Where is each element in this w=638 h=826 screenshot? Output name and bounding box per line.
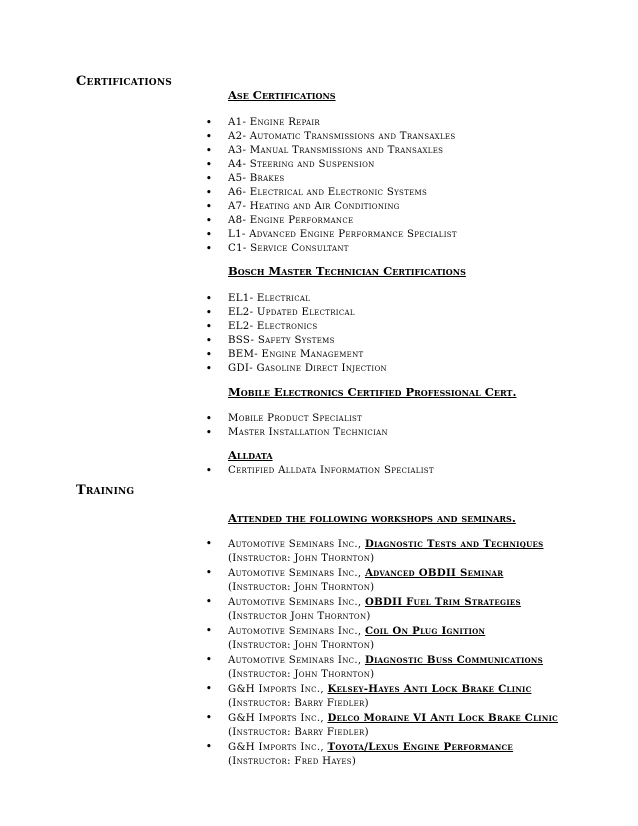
bosch-heading: Bosch Master Technician Certifications: [228, 264, 466, 278]
bullet-icon: •: [205, 653, 213, 666]
list-item: [204, 172, 604, 186]
instructor: (Instructor: John Thornton): [228, 553, 375, 564]
list-item: [204, 595, 604, 624]
instructor: (Instructor: John Thornton): [228, 640, 375, 651]
alldata-list: [204, 464, 604, 478]
list-item: [204, 412, 604, 426]
item-text: A1- Engine Repair: [228, 117, 320, 128]
training-block: [204, 511, 604, 769]
item-text: GDI- Gasoline Direct Injection: [228, 363, 387, 374]
org: Automotive Seminars Inc.,: [228, 568, 362, 579]
bullet-icon: •: [205, 740, 213, 753]
bosch-list: [204, 292, 604, 376]
ase-heading: Ase Certifications: [228, 88, 336, 102]
bullet-icon: •: [205, 711, 213, 724]
item-text: BSS- Safety Systems: [228, 335, 335, 346]
course-title: Advanced OBDII Seminar: [364, 567, 504, 579]
course-title: Toyota/Lexus Engine Performance: [327, 741, 514, 753]
item-text: A7- Heating and Air Conditioning: [228, 201, 400, 212]
list-item: [204, 740, 604, 769]
list-item: [204, 186, 604, 200]
item-text: EL2- Updated Electrical: [228, 307, 355, 318]
list-item: [204, 537, 604, 566]
bullet-icon: •: [205, 130, 213, 143]
bullet-icon: •: [205, 116, 213, 129]
instructor: (Instructor: Barry Fiedler): [228, 727, 369, 738]
bullet-icon: •: [205, 292, 213, 305]
bullet-icon: •: [205, 242, 213, 255]
list-item: [204, 711, 604, 740]
item-text: Master Installation Technician: [228, 427, 388, 438]
bullet-icon: •: [205, 214, 213, 227]
bullet-icon: •: [205, 200, 213, 213]
item-text: BEM- Engine Management: [228, 349, 364, 360]
item-text: A6- Electrical and Electronic Systems: [228, 187, 428, 198]
item-text: C1- Service Consultant: [228, 243, 349, 254]
bullet-icon: •: [205, 348, 213, 361]
bullet-icon: •: [205, 228, 213, 241]
mobile-block: [204, 385, 604, 440]
item-text: A2- Automatic Transmissions and Transaxles: [228, 131, 456, 142]
bullet-icon: •: [205, 158, 213, 171]
item-text: Certified Alldata Information Specialist: [228, 465, 434, 476]
ase-block: [204, 88, 604, 256]
list-item: [204, 334, 604, 348]
list-item: [204, 158, 604, 172]
list-item: [204, 130, 604, 144]
org: Automotive Seminars Inc.,: [228, 597, 362, 608]
section-title-training: Training: [76, 483, 135, 498]
bullet-icon: •: [205, 426, 213, 439]
item-text: EL1- Electrical: [228, 293, 311, 304]
course-title: Diagnostic Buss Communications: [364, 654, 543, 666]
item-text: EL2- Electronics: [228, 321, 318, 332]
org: G&H Imports Inc.,: [228, 742, 324, 753]
org: Automotive Seminars Inc.,: [228, 539, 362, 550]
training-heading: Attended the following workshops and seminars.: [228, 511, 516, 525]
list-item: [204, 144, 604, 158]
list-item: [204, 426, 604, 440]
list-item: [204, 116, 604, 130]
bullet-icon: •: [205, 144, 213, 157]
bullet-icon: •: [205, 172, 213, 185]
training-list: [204, 537, 604, 769]
alldata-block: [204, 448, 604, 478]
list-item: [204, 214, 604, 228]
list-item: [204, 242, 604, 256]
course-title: Kelsey-Hayes Anti Lock Brake Clinic: [327, 683, 532, 695]
item-text: A3- Manual Transmissions and Transaxles: [228, 145, 444, 156]
bullet-icon: •: [205, 186, 213, 199]
bullet-icon: •: [205, 306, 213, 319]
list-item: [204, 306, 604, 320]
item-text: L1- Advanced Engine Performance Specialist: [228, 229, 457, 240]
instructor: (Instructor: Barry Fiedler): [228, 698, 369, 709]
bullet-icon: •: [205, 595, 213, 608]
list-item: [204, 292, 604, 306]
list-item: [204, 320, 604, 334]
instructor: (Instructor John Thornton): [228, 611, 371, 622]
bosch-block: [204, 264, 604, 376]
bullet-icon: •: [205, 464, 213, 477]
org: Automotive Seminars Inc.,: [228, 655, 362, 666]
section-title-certifications: Certifications: [76, 74, 172, 89]
mobile-heading: Mobile Electronics Certified Professional Cert.: [228, 385, 517, 399]
list-item: [204, 200, 604, 214]
course-title: Coil On Plug Ignition: [364, 625, 486, 637]
bullet-icon: •: [205, 682, 213, 695]
item-text: A8- Engine Performance: [228, 215, 354, 226]
ase-list: [204, 116, 604, 256]
org: Automotive Seminars Inc.,: [228, 626, 362, 637]
bullet-icon: •: [205, 624, 213, 637]
org: G&H Imports Inc.,: [228, 713, 324, 724]
course-title: Diagnostic Tests and Techniques: [364, 538, 544, 550]
course-title: OBDII Fuel Trim Strategies: [364, 596, 521, 608]
instructor: (Instructor: John Thornton): [228, 582, 375, 593]
list-item: [204, 464, 604, 478]
mobile-list: [204, 412, 604, 440]
alldata-heading: Alldata: [228, 448, 273, 462]
list-item: [204, 228, 604, 242]
item-text: Mobile Product Specialist: [228, 413, 363, 424]
item-text: A5- Brakes: [228, 173, 285, 184]
item-text: A4- Steering and Suspension: [228, 159, 375, 170]
bullet-icon: •: [205, 412, 213, 425]
list-item: [204, 653, 604, 682]
org: G&H Imports Inc.,: [228, 684, 324, 695]
course-title: Delco Moraine VI Anti Lock Brake Clinic: [327, 712, 559, 724]
list-item: [204, 566, 604, 595]
bullet-icon: •: [205, 566, 213, 579]
bullet-icon: •: [205, 537, 213, 550]
bullet-icon: •: [205, 334, 213, 347]
bullet-icon: •: [205, 362, 213, 375]
instructor: (Instructor: John Thornton): [228, 669, 375, 680]
instructor: (Instructor: Fred Hayes): [228, 756, 357, 767]
list-item: [204, 348, 604, 362]
list-item: [204, 624, 604, 653]
list-item: [204, 682, 604, 711]
bullet-icon: •: [205, 320, 213, 333]
list-item: [204, 362, 604, 376]
